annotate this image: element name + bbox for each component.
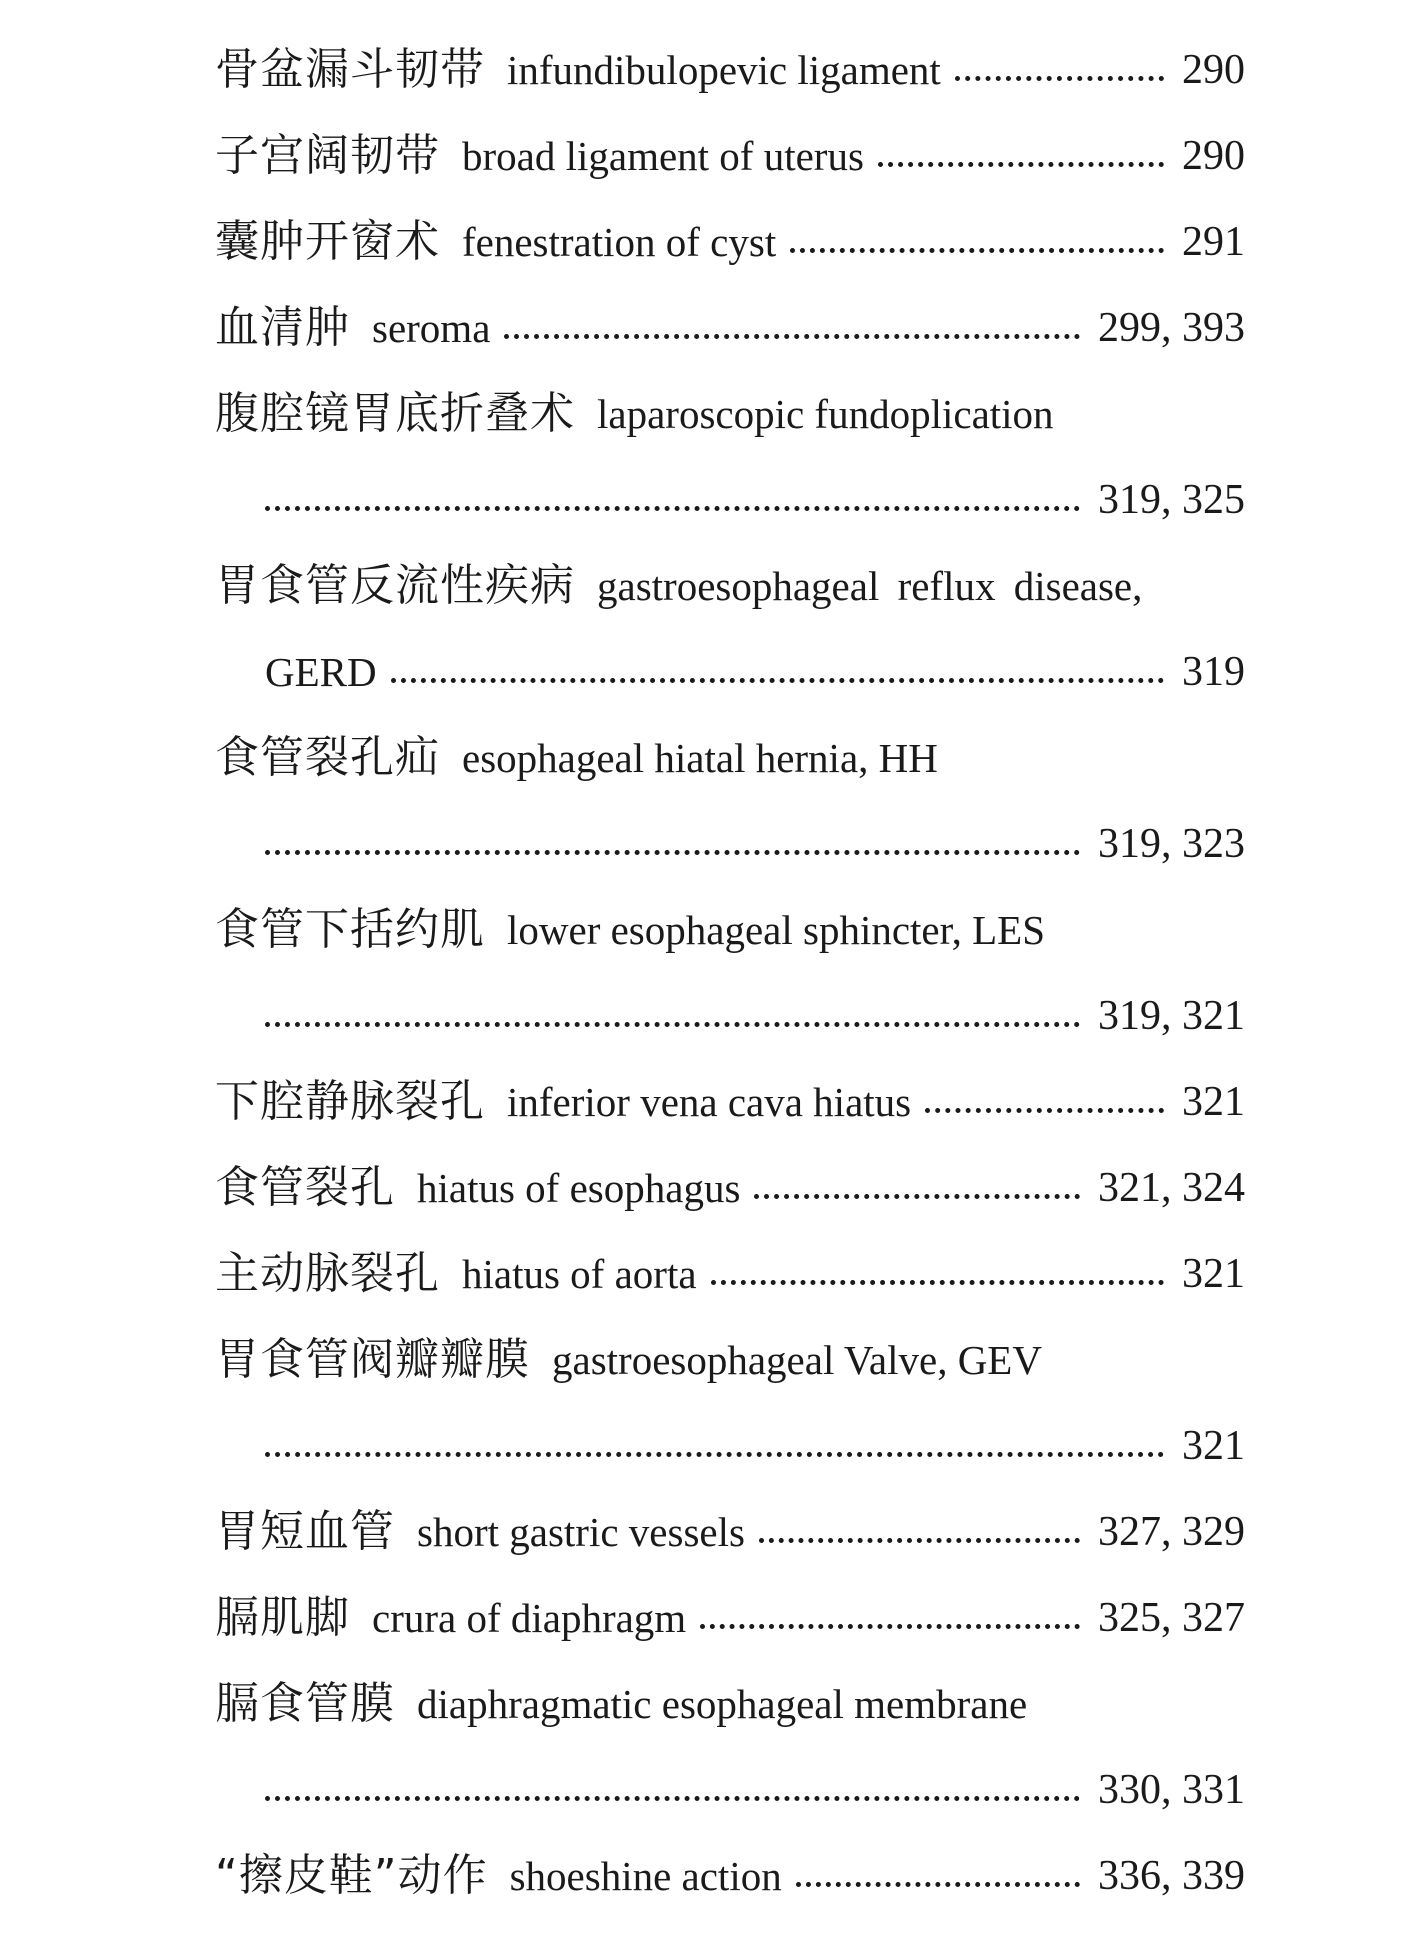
term-english: hiatus of aorta [462,1251,697,1297]
page-ref: 321 [1182,1423,1245,1469]
index-entry [215,887,1245,973]
page-ref: 319 [1182,649,1245,695]
page-ref: 290 [1182,47,1245,93]
term-chinese: 膈肌脚 [215,1592,350,1643]
term-chinese: 食管裂孔疝 [215,732,440,783]
index-entry [215,1059,1245,1145]
term-chinese: 腹腔镜胃底折叠术 [215,388,575,439]
term-chinese: “擦皮鞋”动作 [215,1850,488,1901]
term-english: lower esophageal sphincter, LES [507,907,1046,953]
index-entry [215,715,1245,801]
index-entry-continuation [265,973,1245,1059]
leader-dots [878,162,1164,167]
leader-dots [754,1194,1080,1199]
leader-dots [265,850,1080,855]
term-english: seroma [372,305,491,351]
term-english: hiatus of esophagus [417,1165,741,1211]
term-chinese: 食管下括约肌 [215,904,485,955]
term-english: laparoscopic fundoplication [597,391,1054,437]
page-ref: 325, 327 [1098,1595,1245,1641]
term-chinese: 囊肿开窗术 [215,216,440,267]
term-chinese: 血清肿 [215,302,350,353]
index-entry [215,1661,1245,1747]
term-english: gastroesophageal reflux disease, [597,563,1143,609]
term-chinese: 胃食管阀瓣瓣膜 [215,1334,530,1385]
page-ref: 319, 323 [1098,821,1245,867]
index-entry [215,1489,1245,1575]
leader-dots [265,1022,1080,1027]
term-english: inferior vena cava hiatus [507,1079,912,1125]
term-chinese: 胃食管反流性疾病 [215,560,575,611]
page-ref: 330, 331 [1098,1767,1245,1813]
index-entry-continuation [265,1403,1245,1489]
term-chinese: 膈食管膜 [215,1678,395,1729]
page-ref: 321 [1182,1251,1245,1297]
index-entry [215,1317,1245,1403]
index-entry [215,199,1245,285]
term-english: diaphragmatic esophageal membrane [417,1681,1028,1727]
page-ref: 291 [1182,219,1245,265]
index-entry [215,27,1245,113]
term-english: broad ligament of uterus [462,133,864,179]
term-english: gastroesophageal Valve, GEV [552,1337,1042,1383]
index-entry [215,543,1245,629]
term-chinese: 胃短血管 [215,1506,395,1557]
page-ref: 327, 329 [1098,1509,1245,1555]
leader-dots [955,76,1164,81]
index-entry-continuation [265,629,1245,715]
leader-dots [711,1280,1164,1285]
term-english: crura of diaphragm [372,1595,687,1641]
term-english: short gastric vessels [417,1509,745,1555]
term-english: esophageal hiatal hernia, HH [462,735,938,781]
term-chinese: 主动脉裂孔 [215,1248,440,1299]
leader-dots [265,506,1080,511]
leader-dots [796,1882,1080,1887]
page-ref: 336, 339 [1098,1853,1245,1899]
page-ref: 321 [1182,1079,1245,1125]
index-entry-continuation [265,1747,1245,1833]
leader-dots [700,1624,1080,1629]
term-english: fenestration of cyst [462,219,777,265]
leader-dots [265,1796,1080,1801]
page-ref: 321, 324 [1098,1165,1245,1211]
leader-dots [925,1108,1164,1113]
index-entry-continuation [265,801,1245,887]
page-ref: 290 [1182,133,1245,179]
leader-dots [391,678,1164,683]
leader-dots [759,1538,1080,1543]
page-ref: 299, 393 [1098,305,1245,351]
leader-dots [265,1452,1164,1457]
page-ref: 319, 325 [1098,477,1245,523]
term-chinese: 下腔静脉裂孔 [215,1076,485,1127]
term-chinese: 食管裂孔 [215,1162,395,1213]
term-chinese: 子宫阔韧带 [215,130,440,181]
index-entry [215,1231,1245,1317]
index-entry [215,1575,1245,1661]
index-entry [215,285,1245,371]
index-entry [215,113,1245,199]
leader-dots [504,334,1080,339]
term-chinese: 骨盆漏斗韧带 [215,44,485,95]
page-ref: 319, 321 [1098,993,1245,1039]
index-entry-continuation [265,457,1245,543]
term-english: infundibulopevic ligament [507,47,941,93]
index-entry [215,371,1245,457]
leader-dots [790,248,1164,253]
index-entry [215,1145,1245,1231]
term-english: shoeshine action [509,1853,782,1899]
term-abbreviation: GERD [265,649,377,695]
index-entry [215,1833,1245,1919]
